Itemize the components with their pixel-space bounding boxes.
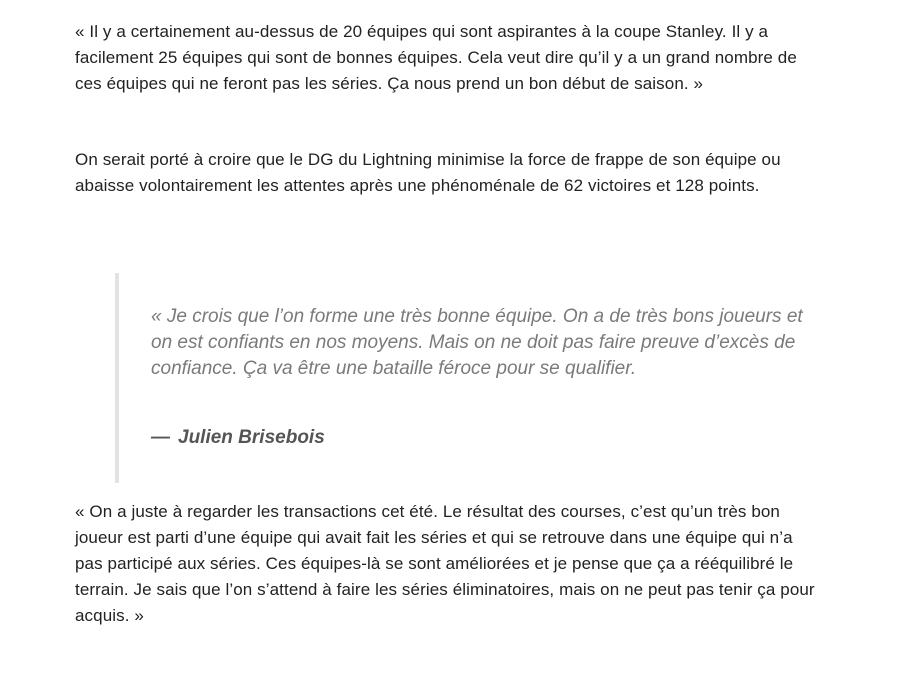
pull-quote-text: « Je crois que l’on forme une très bonne équipe. On a de très bons joueurs et on est confiants en nos moyens. Mais on ne doit pas faire preuve d’excès de confiance. Ça va être une bataille féroce pour se qualifier. bbox=[151, 306, 803, 379]
pull-quote-citation bbox=[151, 425, 325, 451]
citation-dash: — bbox=[151, 427, 170, 448]
article-paragraph-2: On serait porté à croire que le DG du Lightning minimise la force de frappe de son équipe ou abaisse volontairement les attentes après une phénoménale de 62 victoires et 128 points. bbox=[75, 150, 781, 195]
article-paragraph-3: « On a juste à regarder les transactions cet été. Le résultat des courses, c’est qu’un très bon joueur est parti d’une équipe qui avait fait les séries et qui se retrouve dans une équipe qui n’a pas participé aux séries. Ces équipes-là se sont améliorées et je pense que ça a rééquilibré le terrain. Je sais que l’on s’attend à faire les séries éliminatoires, mais on ne peut pas tenir ça pour acquis. » bbox=[75, 502, 815, 625]
citation-author: Julien Brisebois bbox=[178, 427, 325, 448]
pull-quote bbox=[115, 273, 835, 483]
article-paragraph-1: « Il y a certainement au-dessus de 20 équipes qui sont aspirantes à la coupe Stanley. Il y a facilement 25 équipes qui sont de bonnes équipes. Cela veut dire qu’il y a un grand nombre de ces équipes qui ne feront pas les séries. Ça nous prend un bon début de saison. » bbox=[75, 22, 797, 93]
